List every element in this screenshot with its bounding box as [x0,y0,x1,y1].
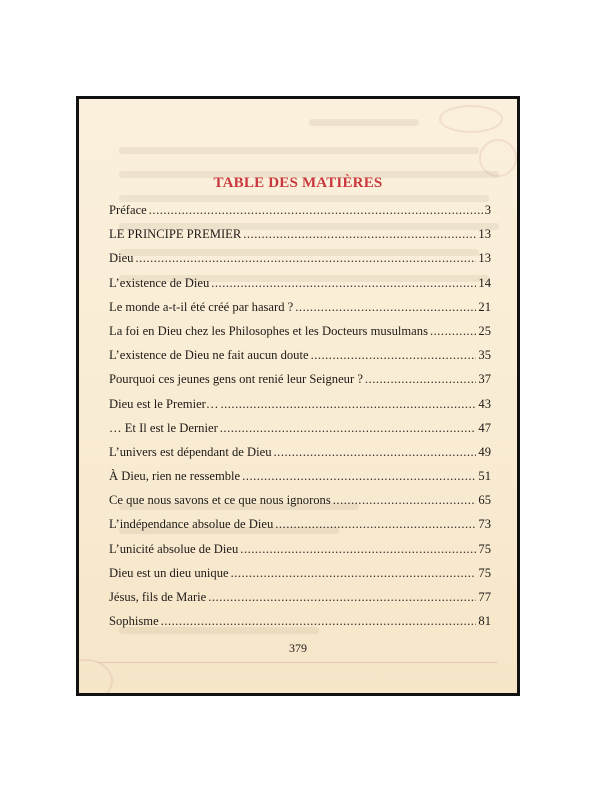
toc-entry-label: … Et Il est le Dernier [109,420,218,435]
toc-entry-label: Ce que nous savons et ce que nous ignorons [109,493,331,508]
toc-entry-label: L’existence de Dieu [109,275,210,290]
dot-leader [365,372,477,387]
toc-entry[interactable] [109,566,491,590]
toc-entry[interactable] [109,324,491,348]
toc-entry-page: 49 [478,444,491,459]
dot-leader [231,566,477,581]
footer-divider [99,662,497,663]
toc-entry-page: 43 [478,396,491,411]
toc-entry[interactable] [109,421,491,445]
toc-entry[interactable] [109,469,491,493]
toc-entry-label: LE PRINCIPE PREMIER [109,227,242,242]
toc-list [109,203,491,638]
dot-leader [275,517,476,532]
toc-entry[interactable] [109,348,491,372]
toc-entry-label: Dieu est un dieu unique [109,565,229,580]
dot-leader [161,614,477,629]
toc-entry-page: 75 [478,541,491,556]
toc-entry-page: 51 [478,469,491,484]
dot-leader [333,493,477,508]
dot-leader [149,203,483,218]
toc-entry-page: 3 [484,203,491,217]
dot-leader [220,421,477,436]
toc-entry-page: 14 [478,275,491,290]
dot-leader [242,469,476,484]
toc-entry-label: L’existence de Dieu ne fait aucun doute [109,348,309,363]
dot-leader [220,397,476,412]
toc-entry[interactable] [109,614,491,638]
toc-entry-page: 25 [478,323,491,338]
toc-entry[interactable] [109,276,491,300]
toc-entry-label: L’indépendance absolue de Dieu [109,517,274,532]
toc-entry-page: 73 [478,517,491,532]
toc-entry-label: Préface [109,203,147,217]
toc-entry-page: 65 [478,493,491,508]
toc-entry[interactable] [109,227,491,251]
page-number: 379 [289,641,307,655]
toc-entry-label: L’unicité absolue de Dieu [109,541,239,556]
toc-entry-label: L’univers est dépendant de Dieu [109,444,272,459]
toc-entry-page: 21 [478,299,491,314]
toc-entry-page: 75 [478,565,491,580]
toc-entry[interactable] [109,300,491,324]
toc-entry-page: 47 [478,420,491,435]
dot-leader [208,590,476,605]
toc-entry-page: 35 [478,348,491,363]
toc-entry-label: Sophisme [109,614,159,629]
toc-entry-page: 77 [478,590,491,604]
toc-entry[interactable] [109,493,491,517]
toc-entry-label: Le monde a-t-il été créé par hasard ? [109,299,294,314]
toc-entry-label: À Dieu, rien ne ressemble [109,469,241,484]
toc-entry[interactable] [109,445,491,469]
toc-entry-label: Jésus, fils de Marie [109,590,207,604]
toc-entry-page: 37 [478,372,491,387]
toc-entry[interactable] [109,397,491,421]
dot-leader [211,276,476,291]
toc-entry-page: 81 [478,614,491,629]
book-page [76,96,520,696]
toc-entry-label: La foi en Dieu chez les Philosophes et les Docteurs musulmans [109,323,428,338]
toc-entry-page: 13 [478,227,491,242]
dot-leader [240,542,476,557]
dot-leader [274,445,477,460]
dot-leader [135,251,476,266]
toc-entry[interactable] [109,542,491,566]
dot-leader [295,300,476,315]
dot-leader [243,227,476,242]
toc-entry[interactable] [109,372,491,396]
toc-entry-page: 13 [478,251,491,266]
toc-entry-label: Dieu est le Premier… [109,396,219,411]
toc-entry[interactable] [109,590,491,614]
dot-leader [311,348,477,363]
toc-entry-label: Dieu [109,251,134,266]
toc-entry[interactable] [109,517,491,541]
toc-entry[interactable] [109,251,491,275]
toc-entry[interactable] [109,203,491,227]
dot-leader [430,324,476,339]
toc-title: TABLE DES MATIÈRES [213,175,383,191]
toc-entry-label: Pourquoi ces jeunes gens ont renié leur Seigneur ? [109,372,363,387]
